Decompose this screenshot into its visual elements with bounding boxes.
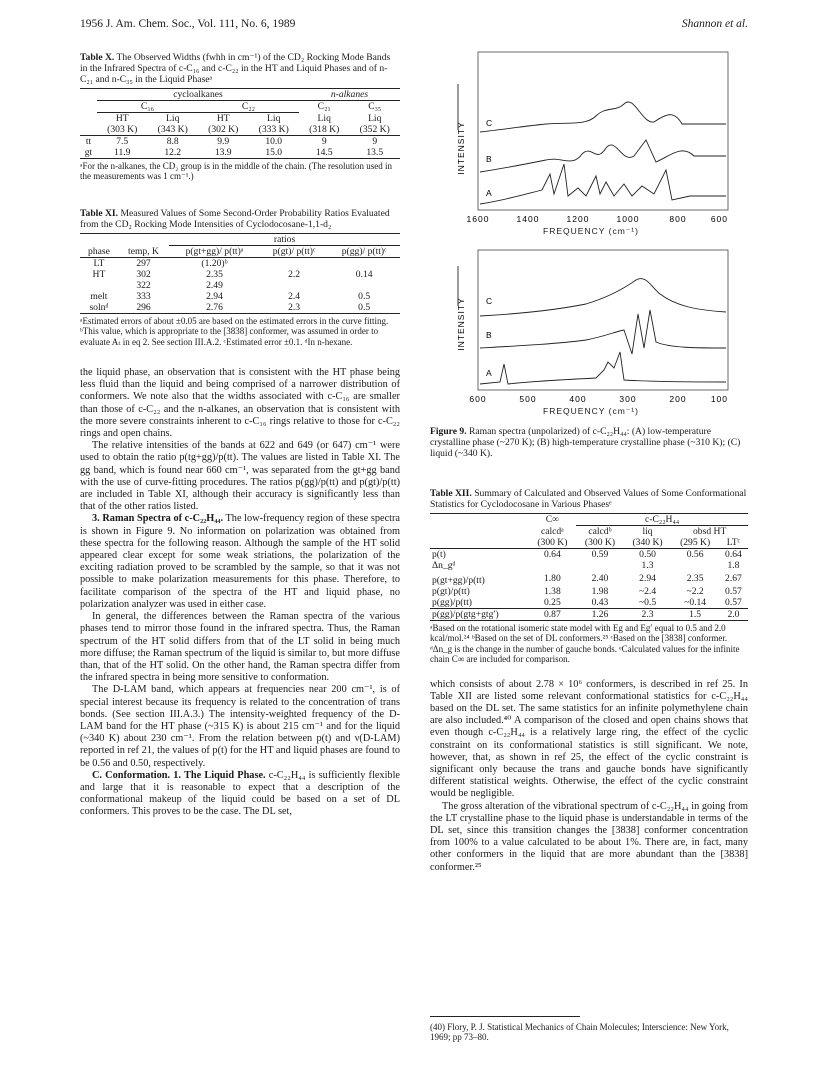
table-row: p(gt)/p(tt) 1.38 1.98 ~2.4 ~2.2 0.57	[432, 586, 742, 597]
table12-caption: Table XII. Summary of Calculated and Observed Values of Some Conformational Statistics for Cyclodocosane in Various Phasesᵉ	[430, 488, 747, 510]
paragraph: The gross alteration of the vibrational spectrum of c-C₂₂H₄₄ in going from the LT crystalline phase to the liquid phase is understandable in terms of the DL set, since this transition changes the [3838] conformer concentration from 100% to a value calculated to be about 1%. There are, in fact, many other conformers in the liquid that are more abundant than the [3838] conformer.²⁵	[430, 800, 748, 873]
tick-label: 400	[569, 394, 587, 404]
tick-label: 600	[710, 214, 728, 224]
table-row: p(gg)/p(tt) 0.25 0.43 ~0.5 ~0.14 0.57	[430, 597, 748, 609]
body-text-right	[430, 679, 748, 874]
trace-a	[480, 352, 726, 384]
tick-label: 1200	[566, 214, 590, 224]
plot-frame	[478, 250, 728, 390]
table11-caption: Table XI. Measured Values of Some Second-Order Probability Ratios Evaluated from the CD₂ Rocking Mode Intensities of Cyclodocosane-1,1-d₂	[80, 207, 390, 230]
table-row: LT 297 (1.20)ᵇ	[93, 257, 228, 269]
trace-b	[480, 310, 726, 354]
tick-label: 1400	[516, 214, 540, 224]
tick-label: 600	[469, 394, 487, 404]
trace-b	[480, 140, 726, 172]
table10-footnote: ᵃFor the n-alkanes, the CD₂ group is in the middle of the chain. (The resolution used in the measurements was 1 cm⁻¹.)	[80, 161, 393, 182]
trace-label-b: B	[486, 330, 493, 340]
table12-footnote: ᵃBased on the rotational isomeric state model with Eg and Eg′ equal to 0.5 and 2.0 kcal/mol.²⁴ ᵇBased on the set of DL conformers.²⁵ ᶜBased on the [3838] conformer. ᵈΔn_g is the change in the number of gauche bonds. ᵉCalculated values for the infinite chain C∞ are included for comparison.	[430, 623, 740, 665]
table-row: p(t) 0.64 0.59 0.50 0.56 0.64	[432, 549, 742, 560]
table11: ratios phase temp, K p(gt+gg)/ p(tt)ᵃ p(gt)/ p(tt)ᶜ p(gg)/ p(tt)ᶜ LT 297 (1.20)ᵇ HT 302 2.35 2.2 0.14 322 2.49 melt 333 2.94 2.4 0.5 solnᵈ 296 2.76 2.3 0.5	[80, 233, 400, 314]
tick-label: 100	[710, 394, 728, 404]
table12-block	[430, 488, 748, 874]
paragraph: In general, the differences between the Raman spectra of the various phases tend to mirror those found in the infrared spectra. Thus, the Raman spectrum of the HT solid differs from that of the LT solid in being much more diffuse; the Raman spectrum of the liquid is similar to, but more diffuse than, that of the HT solid. On the other hand, the Raman spectra differ from the infrared spectra in being more sensitive to conformation.	[80, 611, 400, 684]
table11-footnote: ᵃEstimated errors of about ±0.05 are based on the estimated errors in the curve fitting. ᵇThis value, which is appropriate to the [3838] conformer, was assumed in order to evaluate Aₜ in eq 2. See section III.A.2. ᶜEstimated error ±0.1. ᵈIn n-hexane.	[80, 315, 389, 347]
x-axis-label: FREQUENCY (cm⁻¹)	[543, 226, 639, 236]
trace-label-a: A	[486, 368, 493, 378]
reference-40: (40) Flory, P. J. Statistical Mechanics of Chain Molecules; Interscience: New York, 1969; pp 73–80.	[430, 1022, 729, 1043]
table-row: 322 2.49	[136, 279, 223, 291]
trace-c	[480, 279, 726, 316]
body-text-left	[80, 367, 400, 819]
plot-frame	[478, 52, 728, 210]
table-row: tt 7.5 8.8 9.9 10.0 9 9	[85, 136, 378, 147]
table-row: melt 333 2.94 2.4 0.5	[90, 290, 371, 302]
tick-label: 1600	[466, 214, 490, 224]
paragraph: the liquid phase, an observation that is consistent with the HT phase being less fluid than the liquid and being comprised of a narrower distribution of conformers. We note also that the widths associated with c-C₁₆ are smaller than those of c-C₂₂ and the n-alkanes, an observation that is consistent with the more severe constraints inherent to c-C₁₆ rings relative to those for c-C₂₂ rings and open chains.	[80, 367, 400, 440]
tick-label: 500	[519, 394, 537, 404]
tick-label: 800	[669, 214, 687, 224]
figure9-caption: Figure 9. Raman spectra (unpolarized) of c-C₂₂H₄₄: (A) low-temperature crystalline phase (~270 K); (B) high-temperature crystalline phase (~310 K); (C) liquid (~340 K).	[430, 426, 741, 459]
table-row: solnᵈ 296 2.76 2.3 0.5	[80, 302, 400, 314]
left-column	[80, 52, 400, 819]
table-row: p(gg)/p(gtg+gtg′) 0.87 1.26 2.3 1.5 2.0	[430, 609, 748, 621]
table-row: HT 302 2.35 2.2 0.14	[92, 268, 373, 280]
trace-label-b: B	[486, 154, 493, 164]
x-axis-label: FREQUENCY (cm⁻¹)	[543, 406, 639, 416]
table10-caption: Table X. The Observed Widths (fwhh in cm⁻¹) of the CD₂ Rocking Mode Bands in the Infrared Spectra of c-C₁₆ and c-C₂₂ in the HT and Liquid Phases and of n-C₂₁ and n-C₃₅ in the Liquid Phaseᵃ	[80, 52, 391, 85]
y-axis-label: INTENSITY	[456, 297, 466, 351]
tick-label: 200	[669, 394, 687, 404]
table-row: p(gt+gg)/p(tt) 1.80 2.40 2.94 2.35 2.67	[432, 573, 742, 586]
tick-label: 1000	[616, 214, 640, 224]
paragraph: which consists of about 2.78 × 10⁶ conformers, is described in ref 25. In Table XII are listed some relevant conformational statistics for c-C₂₂H₄₄ based on the DL set. The same statistics for an infinite polymethylene chain are also included.⁴⁰ A comparison of the closed and open chains shows that even though c-C₂₂H₄₄ is a relatively large ring, the effect of the cyclic constraint on its conformational statistics is still significant. We note, however, that, as shown in ref 25, the effect of the cyclic constraint is significant only because the trans and gauche bonds have significantly different statistical weights. Otherwise, the effect of the cyclic constraint would be negligible.	[430, 678, 748, 800]
table-row: gt 11.9 12.2 13.9 15.0 14.5 13.5	[80, 147, 400, 159]
trace-a	[480, 164, 726, 204]
table10: cycloalkanes n-alkanes C₁₆ C₂₂ C₂₁ C₃₅ HT Liq HT Liq Liq Liq (303 K) (343 K) (302 K) (333 K) (318 K) (352 K) tt 7.5 8.8 9.9 10.0 9 9 gt 11.9 12.2 13.9 15.0 14.5 13.5	[80, 88, 400, 159]
footnote-rule	[430, 1016, 580, 1021]
running-head: 1956 J. Am. Chem. Soc., Vol. 111, No. 6, 1989	[80, 18, 296, 30]
tick-label: 300	[619, 394, 637, 404]
paragraph: The D-LAM band, which appears at frequencies near 200 cm⁻¹, is of special interest because its frequency is related to the concentration of trans bonds. (See section III.A.3.) The intensity-weighted frequency of the D-LAM band for the HT phase (~315 K) is about 215 cm⁻¹ and for the liquid (~340 K) about 230 cm⁻¹. From the relation between p(t) and ν(D-LAM) reported in ref 21, the values of p(t) for the HT and liquid phases are found to be 0.56 and 0.50, respectively.	[80, 684, 400, 769]
trace-label-c: C	[486, 296, 494, 306]
trace-label-a: A	[486, 188, 493, 198]
trace-c	[480, 102, 726, 132]
raman-spectrum-high-freq	[446, 44, 736, 228]
trace-label-c: C	[486, 118, 494, 128]
paragraph: 3. Raman Spectra of c-C₂₂H₄₄. The low-frequency region of these spectra is shown in Figure 9. No information on polarization was obtained from these spectra for the following reason. Although the sample of the HT solid appeared clear except for some weak striations, the polarization of the exciting radiation proved to be scrambled by the sample, so that it was not possible to make polarization measurements for this phase. Therefore, to facilitate comparison of the spectra of the HT and liquid phase, no polarization analyzer was used in either case.	[80, 513, 400, 610]
paragraph: C. Conformation. 1. The Liquid Phase. c-C₂₂H₄₄ is sufficiently flexible and large that it is reasonable to expect that a description of the conformational makeup of the liquid could be based on a set of DL conformers. This proves to be the case. The DL set,	[80, 769, 401, 818]
table-row: Δn_gᵈ 1.3 1.8	[432, 560, 740, 571]
author-head: Shannon et al.	[681, 18, 748, 30]
paragraph: The relative intensities of the bands at 622 and 649 (or 647) cm⁻¹ were used to obtain the ratio p(tg+gg)/p(tt). The values are listed in Table XI. The gg band, which is found near 660 cm⁻¹, was separated from the gt+gg band with the use of curve-fitting procedures. The ratios p(gg)/p(tt) and p(gt)/p(tt) are included in Table XI, although their accuracy is significantly less than that of the other ratios listed.	[80, 440, 400, 513]
y-axis-label: INTENSITY	[456, 121, 466, 175]
raman-spectrum-low-freq	[446, 244, 736, 410]
table12: C∞ c-C₂₂H₄₄ calcdᵃ calcdᵇ liq obsd HT (300 K) (300 K) (340 K) (295 K) LTᶜ p(t) 0.64 0.59 0.50 0.56 0.64 Δn_gᵈ 1.3 1.8 p(gt+gg)/p(tt) 1.80 2.40 2.94 2.35 2.67 p(gt)/p(tt) 1.38 1.98 ~2.4 ~2.2 0.57 p(gg)/p(tt) 0.25 0.43 ~0.5 ~0.14 0.57 p(gg)/p(gtg+gtg′) 0.87 1.26 2.3 1.5 2.0	[430, 513, 748, 621]
